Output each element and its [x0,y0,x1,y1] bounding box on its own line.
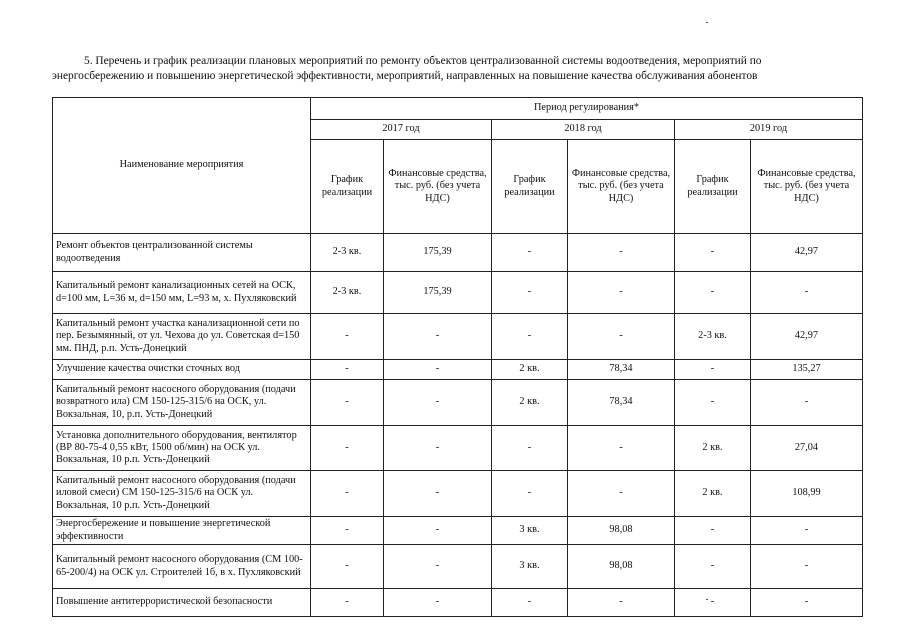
table-row [53,234,863,272]
table-row [53,314,863,360]
finance-2018-cell: - [568,426,675,471]
header-schedule-2017: График реализации [311,140,384,234]
header-year-2018: 2018 год [492,120,675,140]
table-body [53,234,863,617]
finance-2017-cell: - [384,471,492,517]
finance-2017-cell: - [384,360,492,380]
schedule-2019-cell: 2 кв. [675,471,751,517]
measure-name-cell: Капитальный ремонт участка канализационной сети по пер. Безымянный, от ул. Чехова до ул. Советская d=150 мм. ПНД, р.п. Усть-Донецкий [53,314,311,360]
measure-name-cell: Капитальный ремонт канализационных сетей на ОСК, d=100 мм, L=36 м, d=150 мм, L=93 м, х. Пухляковский [53,272,311,314]
schedule-2019-cell: - [675,272,751,314]
schedule-2017-cell: - [311,545,384,589]
finance-2018-cell: 98,08 [568,545,675,589]
scan-speck [706,22,708,23]
table-row [53,426,863,471]
finance-2019-cell: 42,97 [751,234,863,272]
finance-2017-cell: - [384,545,492,589]
header-finance-2017: Финансовые средства, тыс. руб. (без учета НДС) [384,140,492,234]
schedule-2017-cell: - [311,517,384,545]
finance-2019-cell: - [751,545,863,589]
table-row [53,272,863,314]
finance-2017-cell: 175,39 [384,234,492,272]
measure-name-cell: Энергосбережение и повышение энергетической эффективности [53,517,311,545]
header-schedule-2019: График реализации [675,140,751,234]
heading-line-2: энергосбережению и повышению энергетической эффективности, мероприятий, направленных на повышение качества обслуживания абонентов [52,70,758,82]
finance-2019-cell: 27,04 [751,426,863,471]
schedule-2017-cell: - [311,380,384,426]
schedule-2019-cell: - [675,589,751,617]
table-row [53,545,863,589]
finance-2017-cell: 175,39 [384,272,492,314]
schedule-2019-cell: 2-3 кв. [675,314,751,360]
schedule-2018-cell: - [492,426,568,471]
schedule-2019-cell: 2 кв. [675,426,751,471]
schedule-2019-cell: - [675,517,751,545]
schedule-2018-cell: 2 кв. [492,360,568,380]
schedule-2017-cell: 2-3 кв. [311,234,384,272]
header-year-2019: 2019 год [675,120,863,140]
table-row [53,380,863,426]
measure-name-cell: Ремонт объектов централизованной системы водоотведения [53,234,311,272]
finance-2017-cell: - [384,426,492,471]
measure-name-cell: Капитальный ремонт насосного оборудования (СМ 100-65-200/4) на ОСК ул. Строителей 1б, в х. Пухляковский [53,545,311,589]
measure-name-cell: Капитальный ремонт насосного оборудования (подачи возвратного ила) СМ 150-125-315/6 на ОСК, ул. Вокзальная, 10, р.п. Усть-Донецкий [53,380,311,426]
schedule-2018-cell: 3 кв. [492,545,568,589]
schedule-2018-cell: - [492,234,568,272]
finance-2019-cell: 135,27 [751,360,863,380]
schedule-2019-cell: - [675,360,751,380]
schedule-2017-cell: 2-3 кв. [311,272,384,314]
schedule-2019-cell: - [675,234,751,272]
schedule-2017-cell: - [311,471,384,517]
finance-2018-cell: - [568,314,675,360]
finance-2017-cell: - [384,517,492,545]
finance-2019-cell: - [751,380,863,426]
table-row [53,589,863,617]
measure-name-cell: Капитальный ремонт насосного оборудования (подачи иловой смеси) СМ 150-125-315/6 на ОСК ул. Вокзальная, 10 р.п. Усть-Донецкий [53,471,311,517]
finance-2019-cell: - [751,589,863,617]
finance-2017-cell: - [384,380,492,426]
measure-name-cell: Улучшение качества очистки сточных вод [53,360,311,380]
finance-2018-cell: 78,34 [568,380,675,426]
header-measure-name: Наименование мероприятия [53,98,311,234]
table-row [53,517,863,545]
scan-speck [706,599,708,600]
finance-2018-cell: 78,34 [568,360,675,380]
section-heading [52,54,872,84]
schedule-2019-cell: - [675,545,751,589]
table-row [53,471,863,517]
finance-2019-cell: - [751,272,863,314]
schedule-2018-cell: - [492,471,568,517]
measure-name-cell: Повышение антитеррористической безопасности [53,589,311,617]
measure-name-cell: Установка дополнительного оборудования, вентилятор (ВР 80-75-4 0,55 кВт, 1500 об/мин) на ОСК ул. Вокзальная, 10 р.п. Усть-Донецкий [53,426,311,471]
schedule-2018-cell: - [492,314,568,360]
schedule-2018-cell: 3 кв. [492,517,568,545]
schedule-2017-cell: - [311,360,384,380]
table-row [53,360,863,380]
finance-2018-cell: - [568,471,675,517]
heading-line-1: 5. Перечень и график реализации плановых мероприятий по ремонту объектов централизованной системы водоотведения, мероприятий по [84,55,762,67]
finance-2017-cell: - [384,314,492,360]
header-period: Период регулирования* [311,98,863,120]
finance-2019-cell: 42,97 [751,314,863,360]
schedule-2017-cell: - [311,589,384,617]
header-finance-2018: Финансовые средства, тыс. руб. (без учета НДС) [568,140,675,234]
header-schedule-2018: График реализации [492,140,568,234]
header-year-2017: 2017 год [311,120,492,140]
schedule-2017-cell: - [311,314,384,360]
measures-table [52,97,863,617]
finance-2019-cell: 108,99 [751,471,863,517]
schedule-2017-cell: - [311,426,384,471]
schedule-2018-cell: - [492,272,568,314]
finance-2018-cell: 98,08 [568,517,675,545]
schedule-2018-cell: - [492,589,568,617]
finance-2018-cell: - [568,234,675,272]
header-finance-2019: Финансовые средства, тыс. руб. (без учета НДС) [751,140,863,234]
finance-2019-cell: - [751,517,863,545]
schedule-2019-cell: - [675,380,751,426]
finance-2018-cell: - [568,589,675,617]
finance-2018-cell: - [568,272,675,314]
finance-2017-cell: - [384,589,492,617]
schedule-2018-cell: 2 кв. [492,380,568,426]
